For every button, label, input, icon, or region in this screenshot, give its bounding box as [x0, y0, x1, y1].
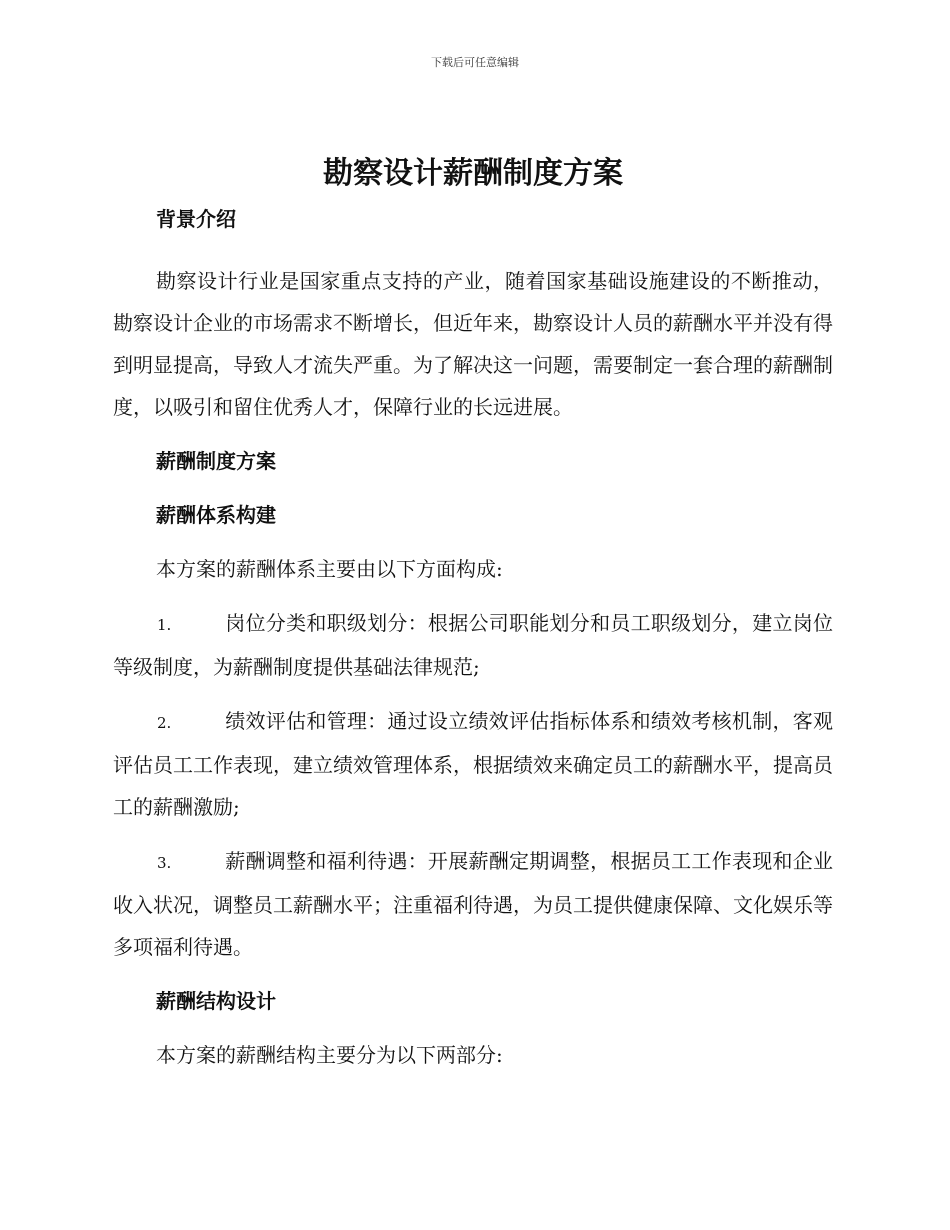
system-heading: 薪酬体系构建 — [156, 503, 276, 527]
list-text: 薪酬调整和福利待遇：开展薪酬定期调整，根据员工工作表现和企业收入状况，调整员工薪酬水平；注重福利待遇，为员工提供健康保障、文化娱乐等多项福利待遇。 — [113, 849, 833, 959]
plan-heading: 薪酬制度方案 — [156, 449, 276, 473]
structure-intro-paragraph: 本方案的薪酬结构主要分为以下两部分: — [156, 1043, 503, 1067]
background-heading: 背景介绍 — [156, 207, 236, 231]
background-paragraph: 勘察设计行业是国家重点支持的产业，随着国家基础设施建设的不断推动，勘察设计企业的市场需求不断增长，但近年来，勘察设计人员的薪酬水平并没有得到明显提高，导致人才流失严重。为了解决这一问题，需要制定一套合理的薪酬制度，以吸引和留住优秀人才，保障行业的长远进展。 — [113, 269, 833, 419]
list-number: 3. — [157, 854, 172, 872]
list-number: 2. — [157, 714, 172, 732]
document-body — [113, 150, 833, 1076]
list-text: 岗位分类和职级划分：根据公司职能划分和员工职级划分，建立岗位等级制度，为薪酬制度提供基础法律规范; — [113, 611, 833, 679]
list-text: 绩效评估和管理：通过设立绩效评估指标体系和绩效考核机制，客观评估员工工作表现，建立绩效管理体系，根据绩效来确定员工的薪酬水平，提高员工的薪酬激励; — [113, 709, 833, 819]
page-header: 下载后可任意编辑 — [431, 56, 519, 69]
structure-heading: 薪酬结构设计 — [156, 989, 276, 1013]
list-item — [113, 700, 833, 828]
system-intro-paragraph: 本方案的薪酬体系主要由以下方面构成: — [156, 557, 503, 581]
list-item — [113, 840, 833, 968]
document-title: 勘察设计薪酬制度方案 — [323, 156, 623, 191]
list-number: 1. — [157, 616, 172, 634]
list-item — [113, 602, 833, 688]
